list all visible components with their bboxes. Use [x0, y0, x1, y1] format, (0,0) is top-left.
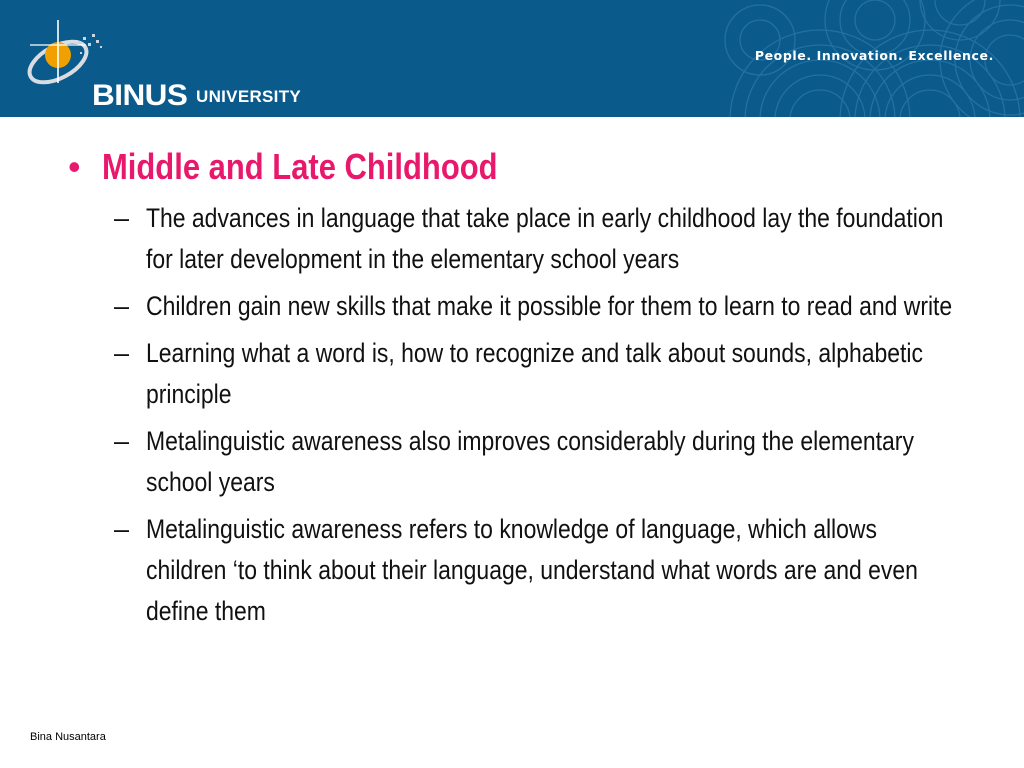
list-item [114, 286, 978, 327]
slide-body [68, 140, 978, 638]
list-item-text: Metalinguistic awareness refers to knowledge of language, which allows children ‘to think about their language, understand what words are and even define them [146, 514, 918, 626]
list-item-text: Children gain new skills that make it possible for them to learn to read and write [146, 291, 953, 321]
list-item [114, 509, 978, 632]
sub-bullet-list [114, 198, 978, 632]
main-bullet [68, 140, 978, 194]
list-item [114, 198, 978, 280]
slide-heading: Middle and Late Childhood [102, 146, 498, 187]
dash-icon: – [114, 514, 130, 544]
header-tagline: People. Innovation. Excellence. [754, 48, 994, 63]
dash-icon: – [114, 203, 130, 233]
bullet-icon: • [68, 146, 81, 187]
dash-icon: – [114, 291, 130, 321]
logo-wordmark: BINUS [92, 79, 188, 112]
dash-icon: – [114, 338, 130, 368]
list-item [114, 421, 978, 503]
list-item-text: Learning what a word is, how to recognize and talk about sounds, alphabetic principle [146, 338, 923, 409]
logo-subtitle: UNIVERSITY [196, 87, 302, 106]
slide-footer: Bina Nusantara [30, 731, 106, 743]
list-item-text: The advances in language that take place in early childhood lay the foundation for later development in the elementary school years [146, 203, 944, 274]
list-item-text: Metalinguistic awareness also improves considerably during the elementary school years [146, 426, 914, 497]
slide-header-banner [0, 0, 1024, 117]
list-item [114, 333, 978, 415]
dash-icon: – [114, 426, 130, 456]
binus-university-logo [20, 15, 310, 110]
